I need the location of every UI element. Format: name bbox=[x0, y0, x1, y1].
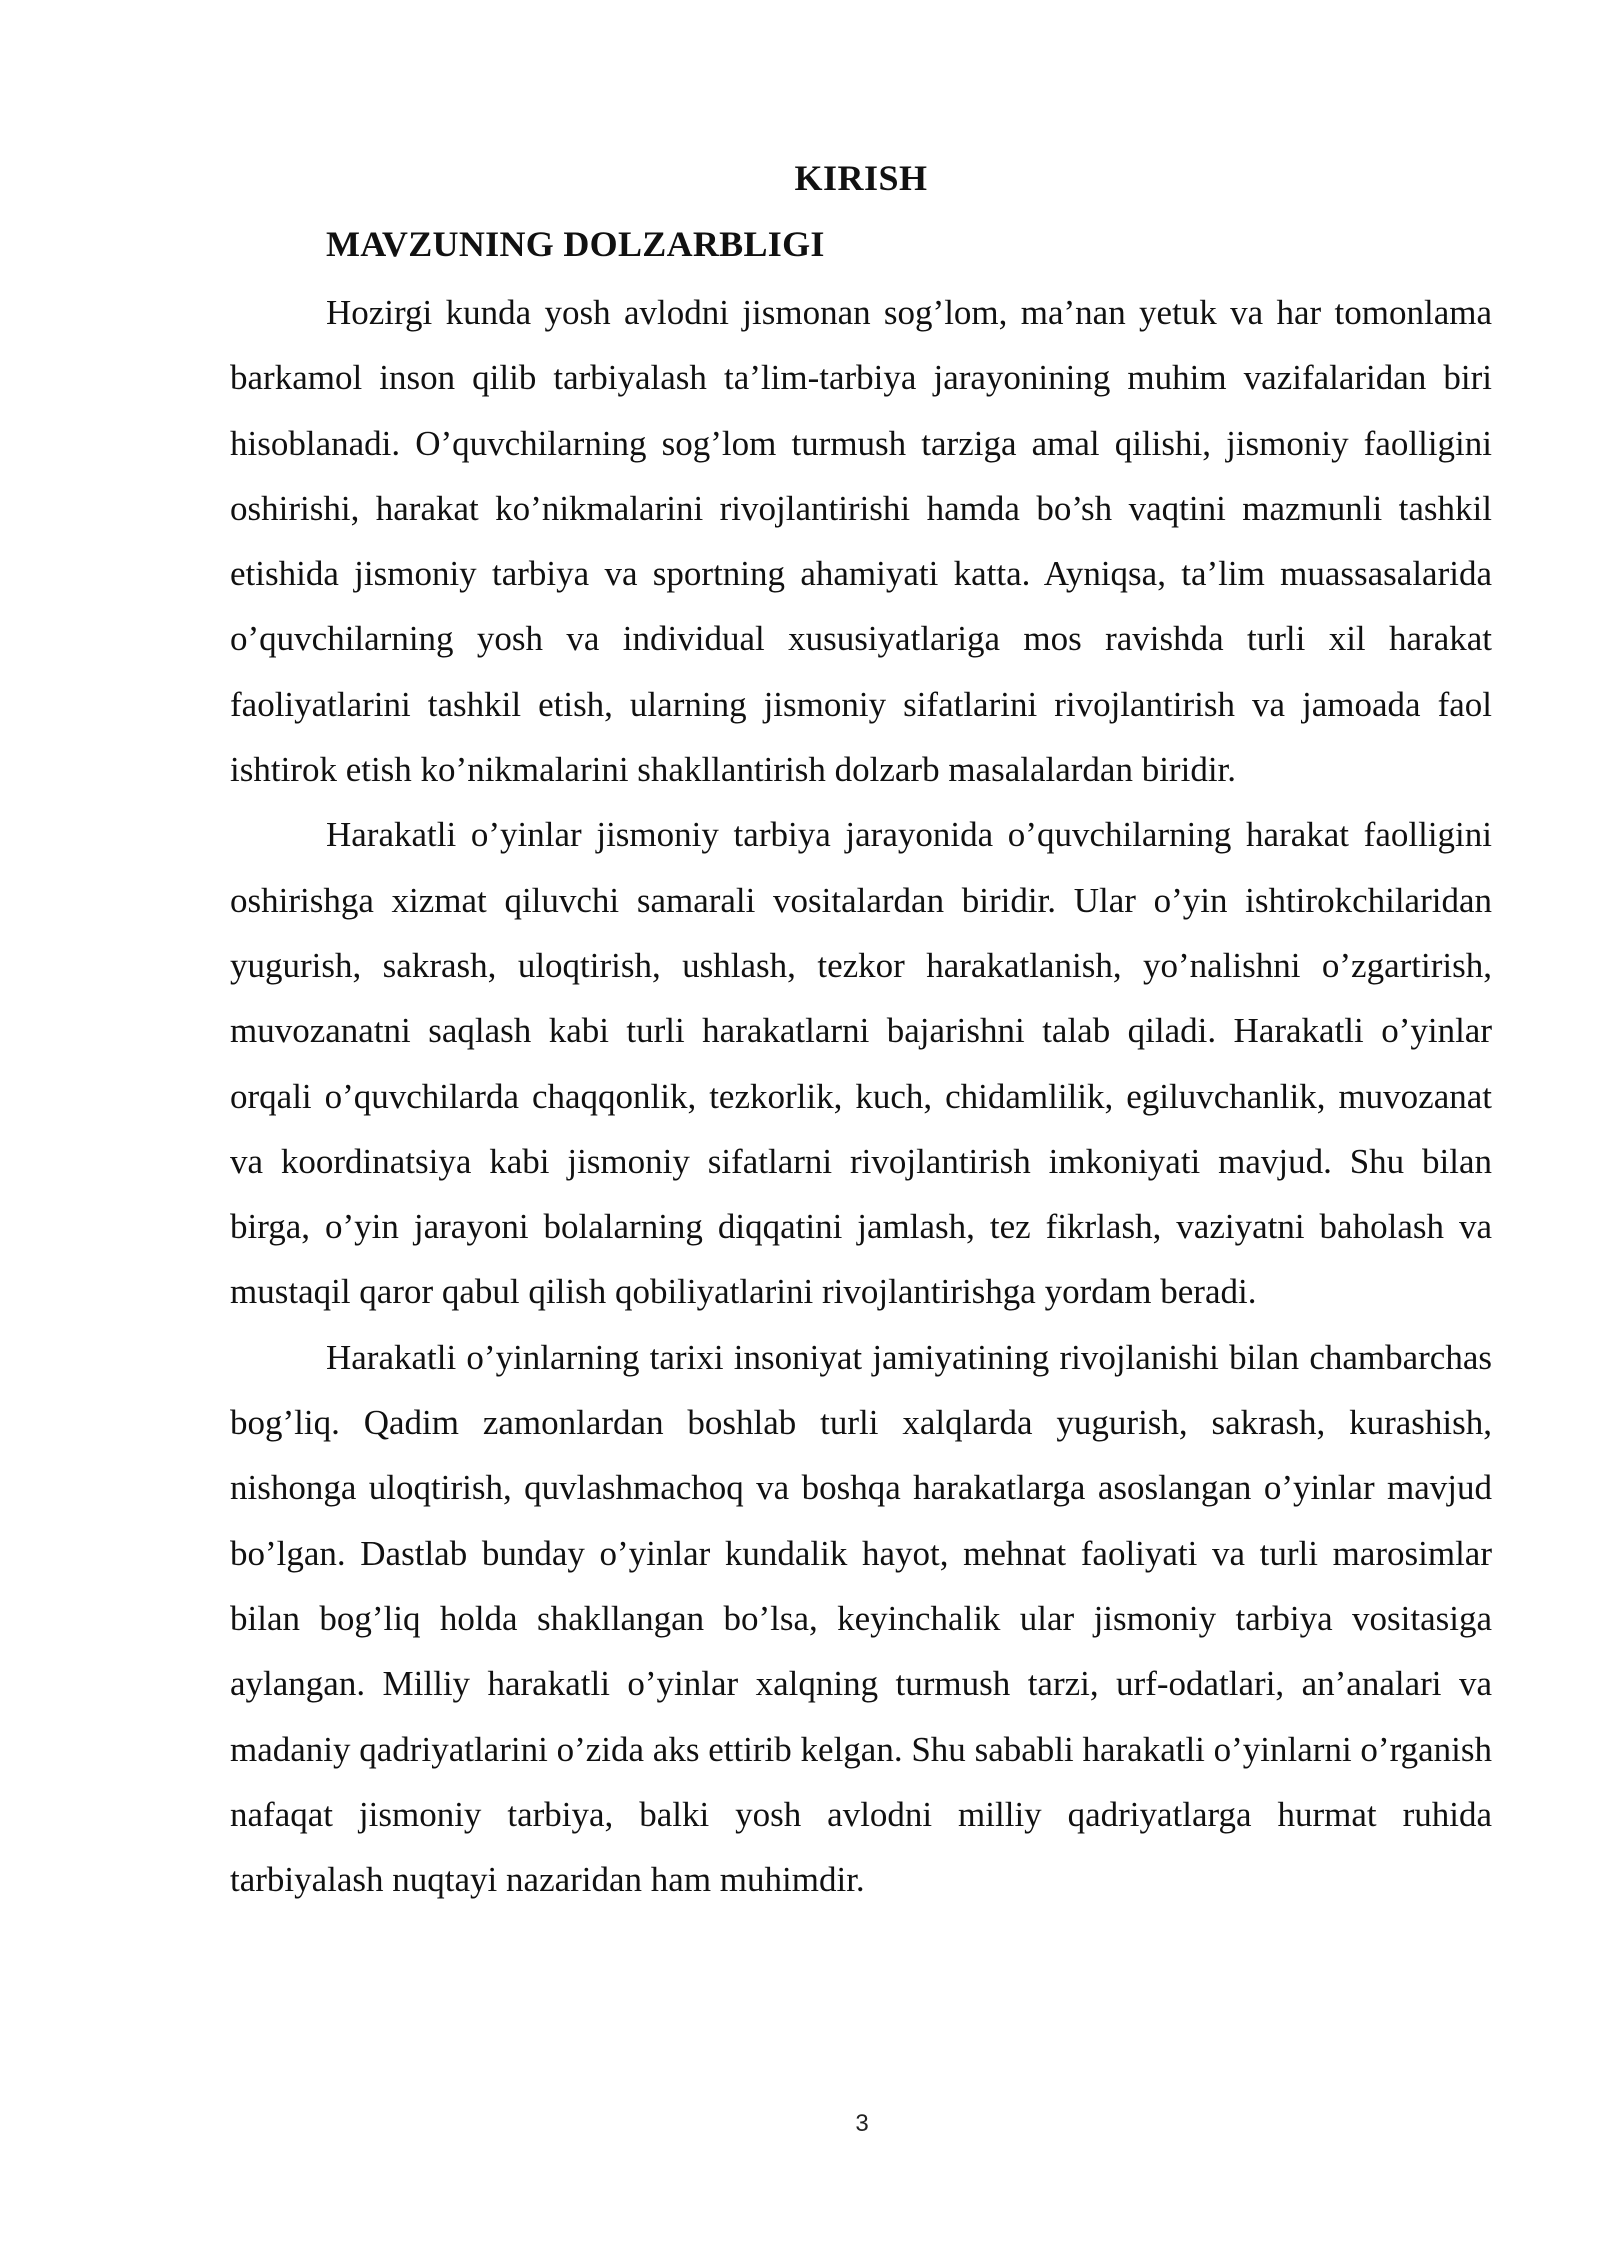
paragraph-1: Hozirgi kunda yosh avlodni jismonan sog’lom, ma’nan yetuk va har tomonlama barkamol inson qilib tarbiyalash ta’lim-tarbiya jarayonining muhim vazifalaridan biri hisoblanadi. O’quvchilarning sog’lom turmush tarziga amal qilishi, jismoniy faolligini oshirishi, harakat ko’nikmalarini rivojlantirishi hamda bo’sh vaqtini mazmunli tashkil etishida jismoniy tarbiya va sportning ahamiyati katta. Ayniqsa, ta’lim muassasalarida o’quvchilarning yosh va individual xususiyatlariga mos ravishda turli xil harakat faoliyatlarini tashkil etish, ularning jismoniy sifatlarini rivojlantirish va jamoada faol ishtirok etish ko’nikmalarini shakllantirish dolzarb masalalardan biridir. bbox=[230, 293, 1492, 790]
paragraph-2: Harakatli o’yinlar jismoniy tarbiya jarayonida o’quvchilarning harakat faolligini oshirishga xizmat qiluvchi samarali vositalardan biridir. Ular o’yin ishtirokchilaridan yugurish, sakrash, uloqtirish, ushlash, tezkor harakatlanish, yo’nalishni o’zgartirish, muvozanatni saqlash kabi turli harakatlarni bajarishni talab qiladi. Harakatli o’yinlar orqali o’quvchilarda chaqqonlik, tezkorlik, kuch, chidamlilik, egiluvchanlik, muvozanat va koordinatsiya kabi jismoniy sifatlarni rivojlantirish imkoniyati mavjud. Shu bilan birga, o’yin jarayoni bolalarning diqqatini jamlash, tez fikrlash, vaziyatni baholash va mustaqil qaror qabul qilish qobiliyatlarini rivojlantirishga yordam beradi. bbox=[230, 815, 1492, 1312]
chapter-title: KIRISH bbox=[794, 158, 928, 198]
section-title: MAVZUNING DOLZARBLIGI bbox=[326, 224, 825, 264]
paragraph-3: Harakatli o’yinlarning tarixi insoniyat jamiyatining rivojlanishi bilan chambarchas bog’liq. Qadim zamonlardan boshlab turli xalqlarda yugurish, sakrash, kurashish, nishonga uloqtirish, quvlashmachoq va boshqa harakatlarga asoslangan o’yinlar mavjud bo’lgan. Dastlab bunday o’yinlar kundalik hayot, mehnat faoliyati va turli marosimlar bilan bog’liq holda shakllangan bo’lsa, keyinchalik ular jismoniy tarbiya vositasiga aylangan. Milliy harakatli o’yinlar xalqning turmush tarzi, urf-odatlari, an’analari va madaniy qadriyatlarini o’zida aks ettirib kelgan. Shu sababli harakatli o’yinlarni o’rganish nafaqat jismoniy tarbiya, balki yosh avlodni milliy qadriyatlarga hurmat ruhida tarbiyalash nuqtayi nazaridan ham muhimdir. bbox=[230, 1337, 1492, 1900]
page-content bbox=[230, 148, 1492, 1912]
page-number: 3 bbox=[855, 2110, 869, 2137]
